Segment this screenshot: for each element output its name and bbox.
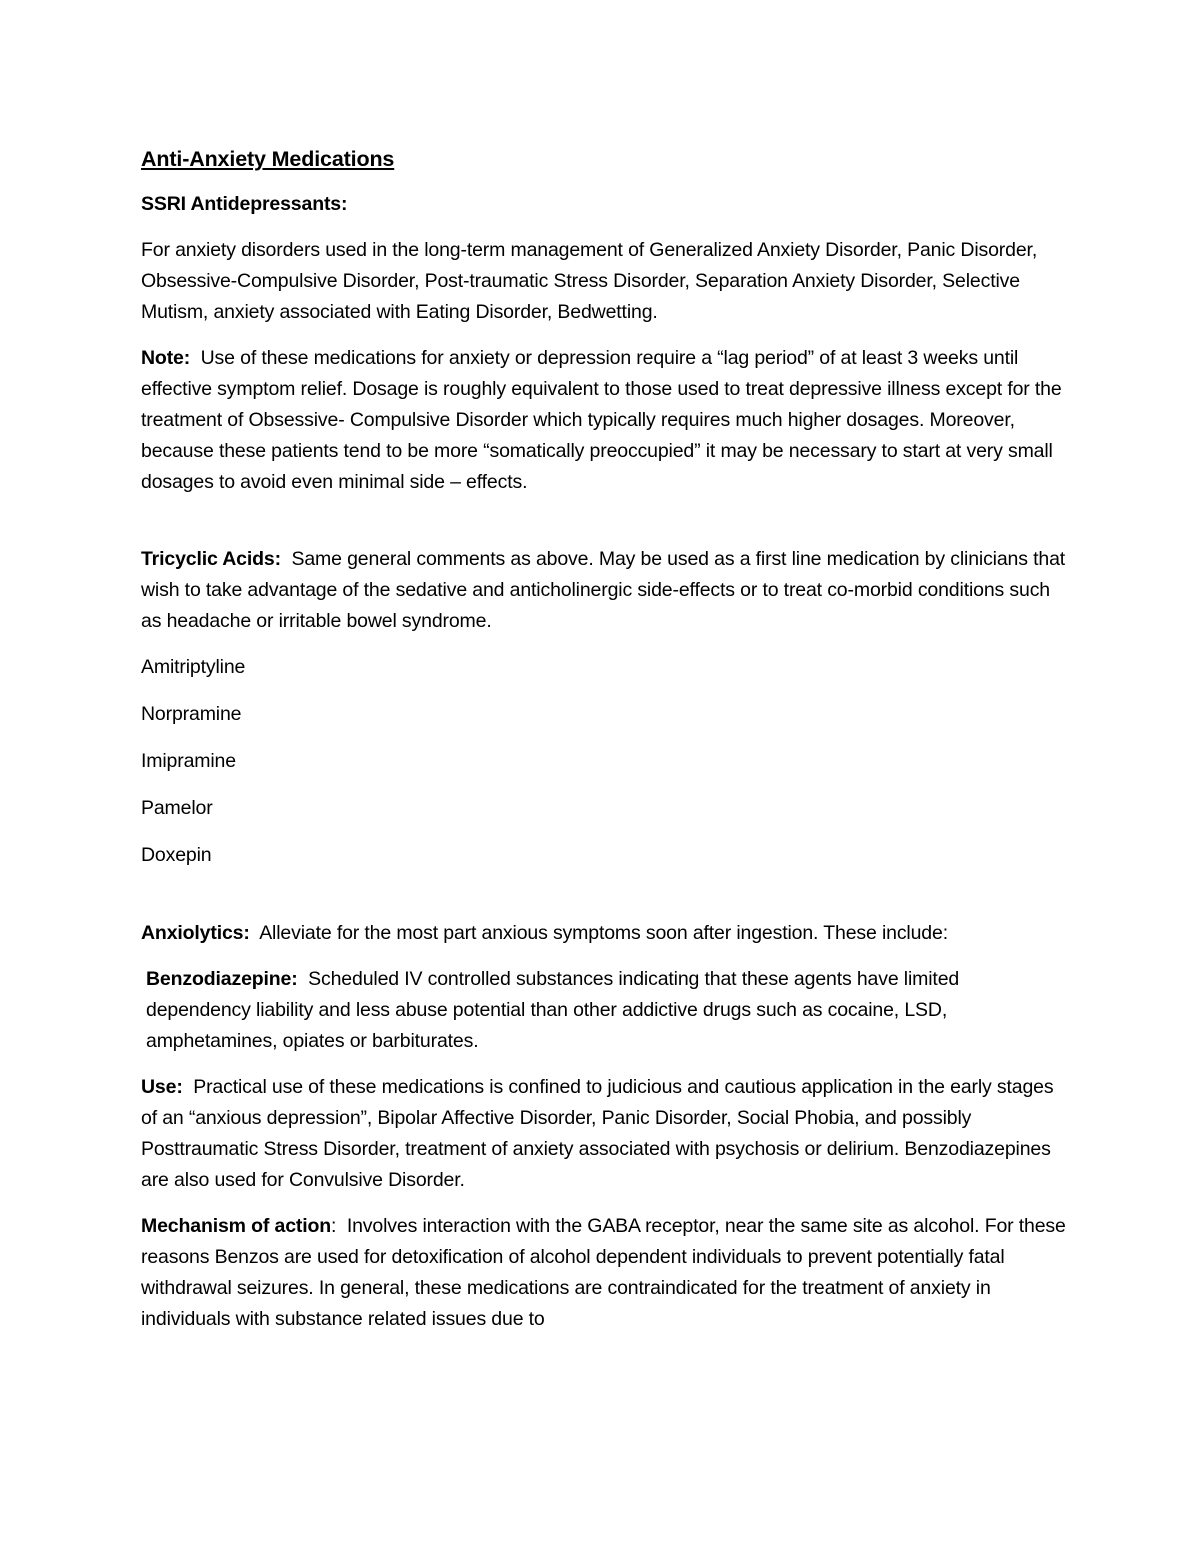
tricyclic-paragraph — [141, 544, 1066, 637]
benzodiazepine-paragraph — [141, 964, 1066, 1057]
tricyclic-label: Tricyclic Acids: — [141, 548, 281, 570]
page-title: Anti-Anxiety Medications — [141, 147, 395, 171]
use-label: Use: — [141, 1076, 183, 1098]
use-paragraph — [141, 1072, 1066, 1196]
mechanism-text: Involves interaction with the GABA receptor, near the same site as alcohol. For these reasons Benzos are used for detoxification of alcohol dependent individuals to prevent potentially fatal withdrawal seizures. In general, these medications are contraindicated for the treatment of anxiety in individuals with substance related issues due to — [141, 1215, 1066, 1330]
blank-line — [141, 887, 1066, 918]
note-label: Note: — [141, 347, 191, 369]
drug-item: Norpramine — [141, 703, 242, 725]
drug-item: Imipramine — [141, 750, 236, 772]
note-text: Use of these medications for anxiety or depression require a “lag period” of at least 3 weeks until effective symptom relief. Dosage is roughly equivalent to those used to treat depressive illness except for the treatment of Obsessive- Compulsive Disorder which typically requires much higher dosages. Moreover, because these patients tend to be more “somatically preoccupied” it may be necessary to start at very small dosages to avoid even minimal side – effects. — [141, 347, 1062, 493]
mechanism-paragraph: Mechanism of action: Involves interaction with the GABA receptor, near the same site as alcohol. For these reasons Benzos are used for detoxification of alcohol dependent individuals to prevent potentially fatal withdrawal seizures. In general, these medications are contraindicated for the treatment of anxiety in individuals with substance related issues due to — [141, 1215, 1066, 1330]
tricyclic-text: Same general comments as above. May be used as a first line medication by clinicians that wish to take advantage of the sedative and anticholinergic side-effects or to treat co-morbid conditions such as headache or irritable bowel syndrome. — [141, 548, 1066, 632]
anxiolytics-paragraph — [141, 918, 1066, 949]
drug-item: Amitriptyline — [141, 656, 246, 678]
document-body — [141, 142, 1066, 1350]
anxiolytics-text: Alleviate for the most part anxious symptoms soon after ingestion. These include: — [259, 922, 948, 944]
anxiolytics-label: Anxiolytics: — [141, 922, 250, 944]
ssri-heading: SSRI Antidepressants: — [141, 193, 348, 215]
drug-item: Doxepin — [141, 844, 212, 866]
ssri-paragraph: For anxiety disorders used in the long-term management of Generalized Anxiety Disorder, Panic Disorder, Obsessive-Compulsive Disorder, Post-traumatic Stress Disorder, Separation Anxiety Disorder, Selective Mutism, anxiety associated with Eating Disorder, Bedwetting. — [141, 239, 1038, 323]
benzodiazepine-text: Scheduled IV controlled substances indicating that these agents have limited dependency liability and less abuse potential than other addictive drugs such as cocaine, LSD, amphetamines, opiates or barbiturates. — [146, 968, 960, 1052]
blank-line — [141, 513, 1066, 544]
mechanism-label: Mechanism of action — [141, 1215, 332, 1237]
use-text: Practical use of these medications is confined to judicious and cautious application in the early stages of an “anxious depression”, Bipolar Affective Disorder, Panic Disorder, Social Phobia, and possibly Posttraumatic Stress Disorder, treatment of anxiety associated with psychosis or delirium. Benzodiazepines are also used for Convulsive Disorder. — [141, 1076, 1054, 1191]
drug-item: Pamelor — [141, 797, 213, 819]
benzodiazepine-label: Benzodiazepine: — [146, 968, 298, 990]
note-paragraph — [141, 343, 1066, 498]
